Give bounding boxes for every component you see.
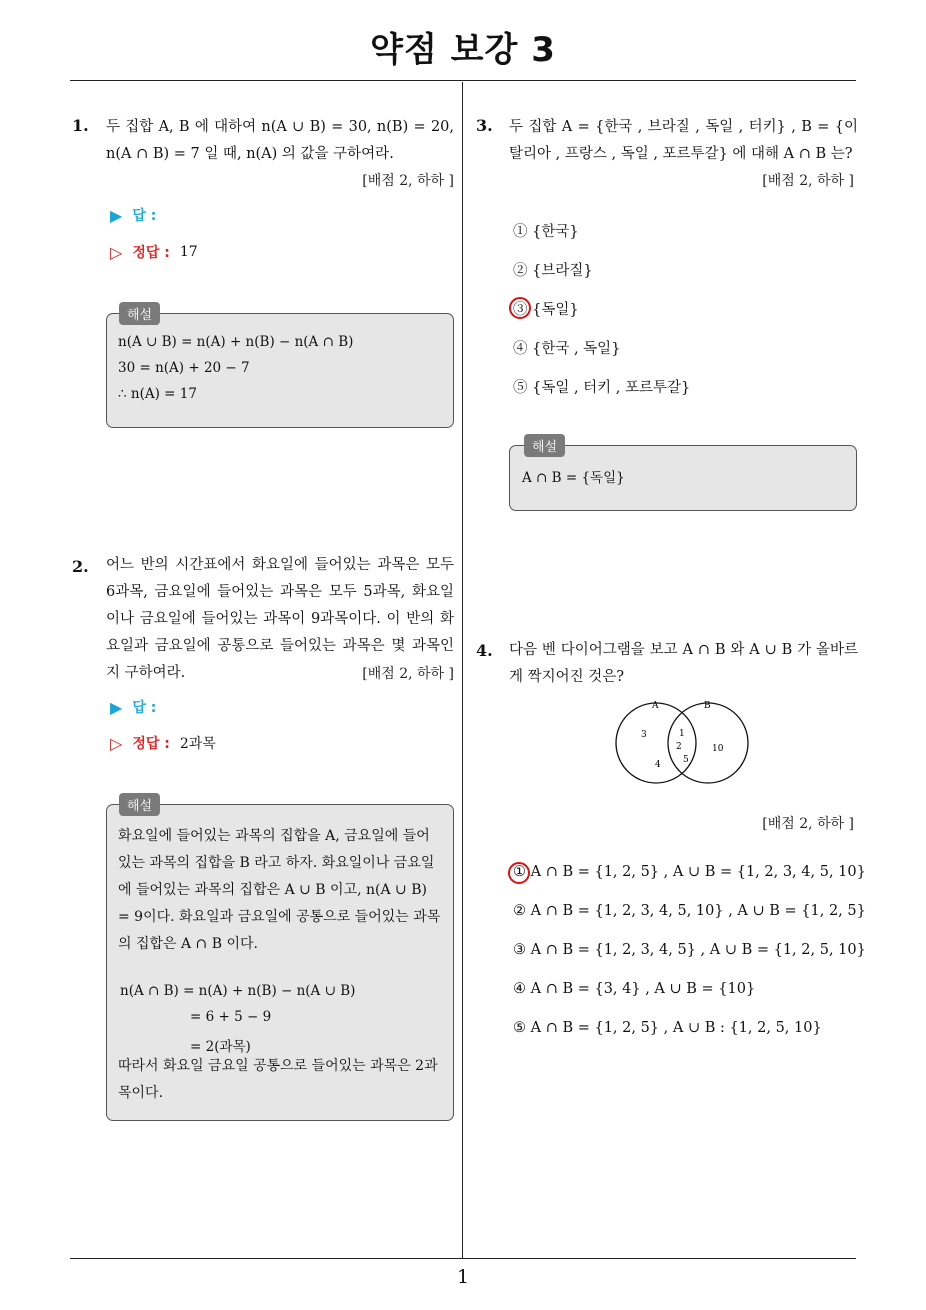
explanation-equation: n(A ∩ B) = n(A) + n(B) − n(A ∪ B) bbox=[120, 983, 356, 999]
play-triangle-icon: ▶ bbox=[110, 205, 123, 225]
question-2-text: 어느 반의 시간표에서 화요일에 들어있는 과목은 모두 6과목, 금요일에 들어있는 과목은 모두 5과목, 화요일이나 금요일에 들어있는 과목이 9과목이다. 이 반의 화요일과 금요일에 공통으로 들어있는 과목은 몇 과목인지 구하여라. bbox=[106, 557, 454, 681]
selected-answer-circle bbox=[508, 862, 530, 884]
venn-value: 10 bbox=[712, 744, 724, 754]
explanation-line: n(A ∪ B) = n(A) + n(B) − n(A ∩ B) bbox=[118, 334, 354, 350]
explanation-conclusion: 따라서 화요일 금요일 공통으로 들어있는 과목은 2과목이다. bbox=[118, 1058, 438, 1101]
question-2-key-row bbox=[110, 733, 216, 753]
play-triangle-icon: ▶ bbox=[110, 697, 123, 717]
question-3-meta: [배점 2, 하하 ] bbox=[762, 173, 854, 189]
question-1-explanation-box bbox=[106, 313, 454, 428]
question-4-choice-5[interactable]: ⑤ A ∩ B = {1, 2, 5} , A ∪ B : {1, 2, 5, 10} bbox=[513, 1020, 822, 1036]
explanation-equation: = 2(과목) bbox=[190, 1039, 251, 1055]
question-2-answer-row[interactable] bbox=[110, 697, 156, 717]
question-1-number: 1. bbox=[72, 116, 89, 135]
question-3-choice-3[interactable]: ③ {독일} bbox=[513, 302, 579, 318]
column-divider bbox=[462, 82, 463, 1258]
question-3-choice-1[interactable]: ① {한국} bbox=[513, 224, 579, 240]
venn-value: 5 bbox=[683, 755, 689, 765]
explanation-paragraph: 화요일에 들어있는 과목의 집합을 A, 금요일에 들어있는 과목의 집합을 B 라고 하자. 화요일이나 금요일에 들어있는 과목의 집합은 A ∪ B 이고, n(A ∪ B) = 9이다. 화요일과 금요일에 공통으로 들어있는 과목의 집합은 A ∩ B 이다. bbox=[118, 828, 441, 952]
explanation-tag: 해설 bbox=[524, 434, 565, 457]
key-label: 정답 : bbox=[132, 245, 170, 261]
question-4-choice-1[interactable]: ① A ∩ B = {1, 2, 5} , A ∪ B = {1, 2, 3, 4, 5, 10} bbox=[513, 864, 866, 880]
question-1-key-row bbox=[110, 242, 198, 262]
venn-diagram bbox=[610, 695, 760, 795]
question-4-choice-2[interactable]: ② A ∩ B = {1, 2, 3, 4, 5, 10} , A ∪ B = {1, 2, 5} bbox=[513, 903, 866, 919]
question-3-choice-4[interactable]: ④ {한국 , 독일} bbox=[513, 341, 621, 357]
page-title: 약점 보강 3 bbox=[370, 30, 556, 70]
question-1-text: 두 집합 A, B 에 대하여 n(A ∪ B) = 30, n(B) = 20, n(A ∩ B) = 7 일 때, n(A) 의 값을 구하여라. bbox=[106, 119, 454, 162]
explanation-tag: 해설 bbox=[119, 302, 160, 325]
key-label: 정답 : bbox=[132, 736, 170, 752]
explanation-line: A ∩ B = {독일} bbox=[522, 470, 625, 486]
question-4-number: 4. bbox=[476, 641, 493, 660]
venn-label-b: B bbox=[704, 701, 711, 711]
answer-label: 답 : bbox=[132, 208, 157, 224]
question-4-text: 다음 벤 다이어그램을 보고 A ∩ B 와 A ∪ B 가 올바르게 짝지어진 것은? bbox=[509, 642, 858, 685]
question-2-meta: [배점 2, 하하 ] bbox=[362, 666, 454, 682]
question-3-text: 두 집합 A = {한국 , 브라질 , 독일 , 터키} , B = {이탈리아 , 프랑스 , 독일 , 포르투갈} 에 대해 A ∩ B 는? bbox=[509, 119, 858, 162]
question-1-meta: [배점 2, 하하 ] bbox=[362, 173, 454, 189]
question-2-number: 2. bbox=[72, 557, 89, 576]
venn-value: 1 bbox=[679, 729, 685, 739]
explanation-line: 30 = n(A) + 20 − 7 bbox=[118, 360, 250, 376]
explanation-line: ∴ n(A) = 17 bbox=[118, 386, 197, 402]
question-4-meta: [배점 2, 하하 ] bbox=[762, 816, 854, 832]
selected-answer-circle bbox=[509, 297, 531, 319]
outline-triangle-icon: ▷ bbox=[110, 733, 123, 753]
venn-value: 2 bbox=[676, 742, 682, 752]
venn-circle-a bbox=[616, 703, 696, 783]
question-1-key-value: 17 bbox=[179, 244, 198, 260]
question-4-choice-4[interactable]: ④ A ∩ B = {3, 4} , A ∪ B = {10} bbox=[513, 981, 756, 997]
top-rule bbox=[70, 80, 856, 81]
page-number: 1 bbox=[456, 1266, 470, 1288]
venn-value: 4 bbox=[655, 760, 661, 770]
question-2-key-value: 2과목 bbox=[179, 736, 216, 752]
bottom-rule bbox=[70, 1258, 856, 1259]
answer-label: 답 : bbox=[132, 700, 157, 716]
question-4-choice-3[interactable]: ③ A ∩ B = {1, 2, 3, 4, 5} , A ∪ B = {1, 2, 5, 10} bbox=[513, 942, 866, 958]
question-3-choice-2[interactable]: ② {브라질} bbox=[513, 263, 593, 279]
question-2-explanation-box bbox=[106, 804, 454, 1121]
explanation-equation: = 6 + 5 − 9 bbox=[190, 1009, 272, 1025]
question-1-answer-row[interactable] bbox=[110, 205, 156, 225]
question-3-number: 3. bbox=[476, 116, 493, 135]
outline-triangle-icon: ▷ bbox=[110, 242, 123, 262]
question-3-choice-5[interactable]: ⑤ {독일 , 터키 , 포르투갈} bbox=[513, 380, 691, 396]
venn-label-a: A bbox=[652, 701, 659, 711]
explanation-tag: 해설 bbox=[119, 793, 160, 816]
venn-value: 3 bbox=[641, 730, 647, 740]
